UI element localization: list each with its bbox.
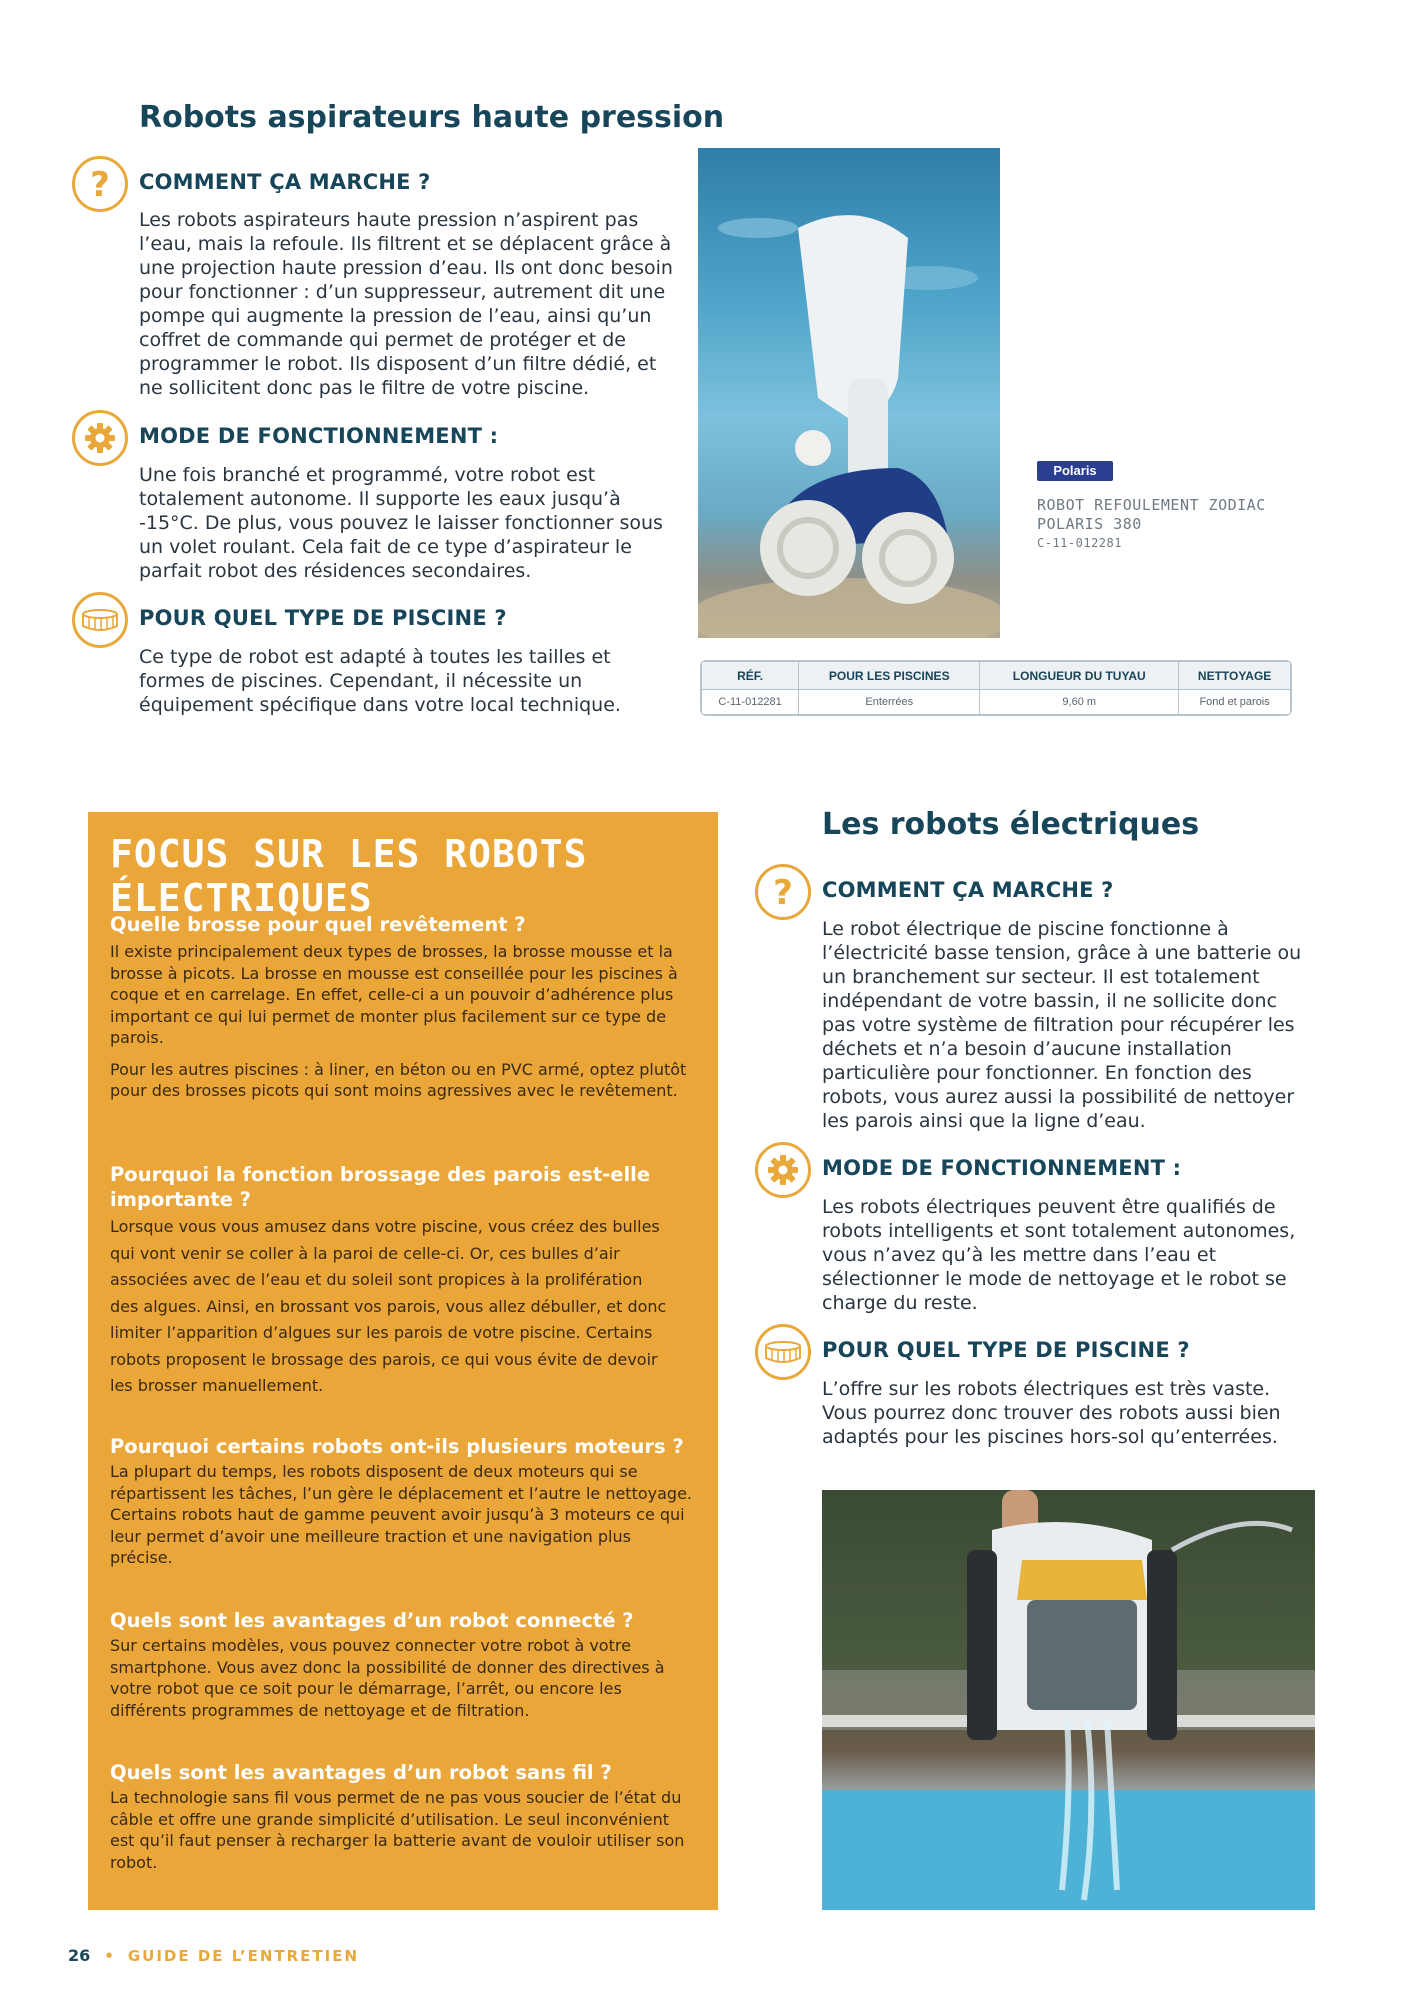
product-name-line1: ROBOT REFOULEMENT ZODIAC	[1037, 496, 1266, 514]
electric-pool-text: L’offre sur les robots électriques est très vaste. Vous pourrez donc trouver des robots aussi bien adaptés pour les piscines hors-sol qu’enterrées.	[822, 1378, 1281, 1448]
focus-answer: Lorsque vous vous amusez dans votre piscine, vous créez des bulles qui vont venir se coller à la paroi de celle-ci. Or, ces bulles d’air associées avec de l’eau et du soleil sont propices à la prolifération des algues. Ainsi, en brossant vos parois, vous allez débuller, et donc limiter l’apparition d’algues sur les parois de votre piscine. Certains robots proposent le brossage des parois, ce qui vous évite de devoir les brosser manuellement.	[110, 1217, 667, 1395]
svg-text:?: ?	[773, 874, 793, 910]
electric-mode-heading: MODE DE FONCTIONNEMENT :	[822, 1156, 1182, 1180]
focus-answer: La technologie sans fil vous permet de ne pas vous soucier de l’état du câble et offre une grande simplicité d’utilisation. Le seul inconvénient est qu’il faut penser à recharger la batterie avant de vouloir utiliser son robot.	[110, 1788, 685, 1872]
spec-cell-ref: C-11-012281	[702, 690, 799, 715]
electric-pool-heading: POUR QUEL TYPE DE PISCINE ?	[822, 1338, 1190, 1362]
spec-header-cleaning: NETTOYAGE	[1179, 662, 1291, 690]
focus-question: Pourquoi la fonction brossage des parois est-elle importante ?	[110, 1163, 651, 1211]
focus-answer: Sur certains modèles, vous pouvez connecter votre robot à votre smartphone. Vous avez donc la possibilité de donner des directives à votre robot que ce soit pour le démarrage, l’arrêt, ou encore les différents programmes de nettoyage et de filtration.	[110, 1636, 665, 1720]
focus-item-connected	[110, 1608, 695, 1721]
table-row	[702, 690, 1291, 715]
focus-item-motors	[110, 1434, 695, 1569]
gear-icon	[72, 410, 128, 466]
mode-text: Une fois branché et programmé, votre robot est totalement autonome. Il supporte les eaux jusqu’à -15°C. De plus, vous pouvez le laisser fonctionner sous un volet roulant. Cela fait de ce type d’aspirateur le parfait robot des résidences secondaires.	[139, 464, 663, 582]
spec-cell-hose: 9,60 m	[980, 690, 1179, 715]
mode-heading: MODE DE FONCTIONNEMENT :	[139, 424, 499, 448]
focus-title: FOCUS SUR LES ROBOTS ÉLECTRIQUES	[110, 832, 588, 920]
question-icon	[755, 864, 811, 920]
pool-icon	[755, 1324, 811, 1380]
spec-cell-pools: Enterrées	[799, 690, 980, 715]
footer-label: GUIDE DE L’ENTRETIEN	[127, 1946, 360, 1965]
question-icon	[72, 156, 128, 212]
pool-heading: POUR QUEL TYPE DE PISCINE ?	[139, 606, 507, 630]
focus-item-brush	[110, 912, 700, 1102]
product-name-line2: POLARIS 380	[1037, 515, 1142, 533]
focus-answer: La plupart du temps, les robots disposent de deux moteurs qui se répartissent les tâches, l’un gère le déplacement et l’autre le nettoyage. Certains robots haut de gamme peuvent avoir jusqu’à 3 moteurs ce qui leur permet d’avoir une meilleure traction et une navigation plus précise.	[110, 1462, 692, 1567]
spec-header-pools: POUR LES PISCINES	[799, 662, 980, 690]
pool-icon	[72, 592, 128, 648]
focus-question: Quels sont les avantages d’un robot sans fil ?	[110, 1761, 612, 1784]
product-caption	[1037, 496, 1266, 553]
electric-how-heading: COMMENT ÇA MARCHE ?	[822, 878, 1114, 902]
page-number: 26	[68, 1946, 91, 1965]
focus-item-wireless	[110, 1760, 695, 1873]
focus-question: Pourquoi certains robots ont-ils plusieurs moteurs ?	[110, 1435, 684, 1458]
spec-header-hose: LONGUEUR DU TUYAU	[980, 662, 1179, 690]
electric-robot-photo	[822, 1490, 1315, 1910]
how-text: Les robots aspirateurs haute pression n’aspirent pas l’eau, mais la refoule. Ils filtrent et se déplacent grâce à une projection haute pression d’eau. Ils ont donc besoin pour fonctionner : d’un suppresseur, autrement dit une pompe qui augmente la pression de l’eau, ainsi qu’un coffret de commande qui permet de protéger et de programmer le robot. Ils disposent d’un filtre dédié, et ne sollicitent donc pas le filtre de votre piscine.	[139, 209, 673, 399]
spec-header-ref: RÉF.	[702, 662, 799, 690]
focus-question: Quels sont les avantages d’un robot connecté ?	[110, 1609, 634, 1632]
how-heading: COMMENT ÇA MARCHE ?	[139, 170, 431, 194]
electric-mode-text: Les robots électriques peuvent être qualifiés de robots intelligents et sont totalement autonomes, vous n’avez qu’à les mettre dans l’eau et sélectionner le mode de nettoyage et le robot se charge du reste.	[822, 1196, 1296, 1314]
spec-table	[700, 660, 1292, 716]
focus-answer-2: Pour les autres piscines : à liner, en béton ou en PVC armé, optez plutôt pour des brosses picots qui sont moins agressives avec le revêtement.	[110, 1059, 687, 1100]
footer	[68, 1946, 359, 1965]
focus-answer: Il existe principalement deux types de brosses, la brosse mousse et la brosse à picots. La brosse en mousse est conseillée pour les piscines à coque et en carrelage. En effet, celle-ci a un pouvoir d’adhérence plus important ce qui lui permet de monter plus facilement sur ce type de parois.	[110, 942, 678, 1047]
spec-cell-cleaning: Fond et parois	[1179, 690, 1291, 715]
svg-text:?: ?	[90, 166, 110, 202]
focus-box	[88, 812, 718, 1910]
pool-text: Ce type de robot est adapté à toutes les tailles et formes de piscines. Cependant, il nécessite un équipement spécifique dans votre local technique.	[139, 646, 621, 716]
page-title: Robots aspirateurs haute pression	[139, 100, 725, 135]
focus-item-wall-brushing	[110, 1162, 670, 1400]
focus-question: Quelle brosse pour quel revêtement ?	[110, 913, 526, 936]
gear-icon	[755, 1142, 811, 1198]
polaris-logo-text: Polaris	[1053, 463, 1097, 478]
electric-title: Les robots électriques	[822, 807, 1200, 842]
product-photo-polaris	[698, 148, 1000, 638]
spec-table-header-row	[702, 662, 1291, 690]
polaris-logo	[1037, 461, 1113, 481]
electric-how-text: Le robot électrique de piscine fonctionne à l’électricité basse tension, grâce à une batterie ou un branchement sur secteur. Il est totalement indépendant de votre bassin, il ne sollicite donc pas votre système de filtration pour récupérer les déchets et n’a besoin d’aucune installation particulière pour fonctionner. En fonction des robots, vous aurez aussi la possibilité de nettoyer les parois ainsi que la ligne d’eau.	[822, 918, 1302, 1132]
footer-bullet: •	[104, 1946, 114, 1965]
product-ref: C-11-012281	[1037, 536, 1122, 550]
